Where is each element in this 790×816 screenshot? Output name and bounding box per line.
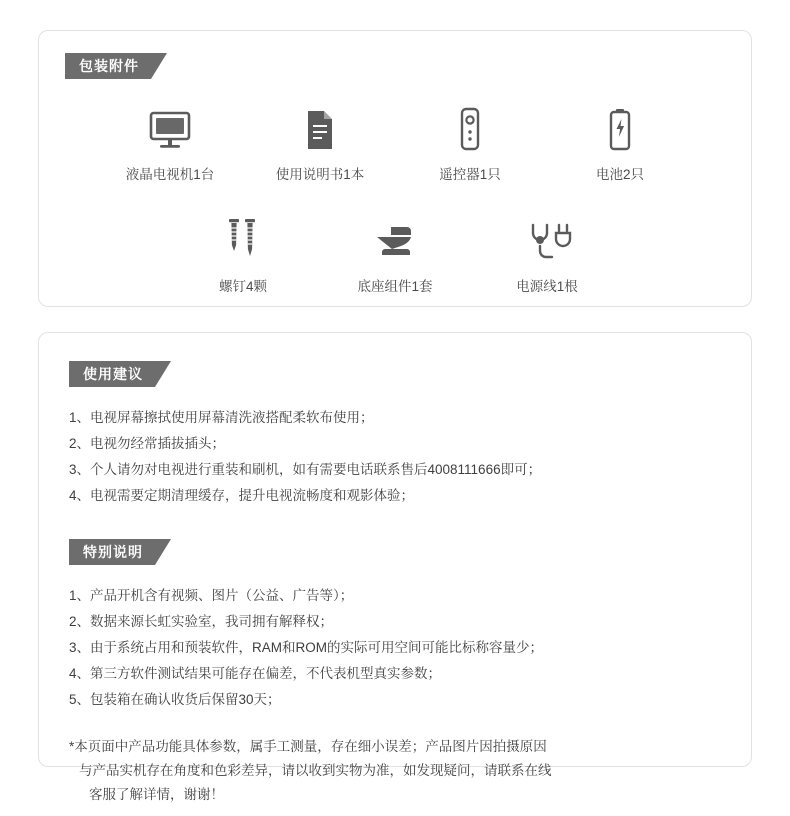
ribbon-tail-shape: [151, 53, 167, 79]
accessory-row: [65, 215, 725, 295]
section-title-usage-advice: 使用建议: [69, 361, 155, 387]
section-header-special-notice: [69, 539, 171, 565]
usage-notes-card: [38, 332, 752, 802]
list-item: 5、包装箱在确认收货后保留30天；: [69, 692, 281, 707]
tv-icon: [95, 103, 245, 151]
battery-icon: [545, 103, 695, 151]
list-item: 2、电视勿经常插拔插头；: [69, 436, 226, 451]
accessory-label: 使用说明书1本: [275, 167, 365, 182]
section-header-usage-advice: [69, 361, 171, 387]
footnote-line: 客服了解详情，谢谢！: [89, 787, 224, 802]
accessory-label: 电源线1根: [516, 279, 578, 294]
accessory-item-power-cable: [471, 215, 623, 295]
accessory-item-tv: [95, 103, 245, 183]
accessory-item-remote: [395, 103, 545, 183]
packaging-accessories-card: [38, 30, 752, 307]
accessory-item-screws: [167, 215, 319, 295]
list-item: 1、电视屏幕擦拭使用屏幕清洗液搭配柔软布使用；: [69, 410, 374, 425]
accessory-item-stand: [319, 215, 471, 295]
screws-icon: [167, 215, 319, 263]
accessory-item-battery: [545, 103, 695, 183]
accessory-grid: [65, 103, 725, 295]
section-title-accessories: 包装附件: [65, 53, 151, 79]
special-notice-list: [69, 583, 721, 713]
list-item: 3、由于系统占用和预装软件，RAM和ROM的实际可用空间可能比标称容量少；: [69, 640, 544, 655]
list-item: 2、数据来源长虹实验室，我司拥有解释权；: [69, 614, 334, 629]
section-title-special-notice: 特别说明: [69, 539, 155, 565]
accessory-label: 底座组件1套: [357, 279, 433, 294]
accessory-row: [65, 103, 725, 183]
accessory-label: 螺钉4颗: [218, 279, 267, 294]
ribbon-tail-shape: [155, 361, 171, 387]
section-header-accessories: [65, 53, 167, 79]
footnote-line: *本页面中产品功能具体参数，属手工测量，存在细小误差；产品图片因拍摄原因: [69, 739, 547, 754]
footnote-disclaimer: [69, 735, 721, 807]
accessory-label: 电池2只: [595, 167, 644, 182]
list-item: 3、个人请勿对电视进行重装和刷机，如有需要电话联系售后4008111666即可；: [69, 462, 542, 477]
stand-icon: [319, 215, 471, 263]
remote-icon: [395, 103, 545, 151]
list-item: 1、产品开机含有视频、图片（公益、广告等）；: [69, 588, 354, 603]
accessory-item-manual: [245, 103, 395, 183]
manual-icon: [245, 103, 395, 151]
list-item: 4、第三方软件测试结果可能存在偏差，不代表机型真实参数；: [69, 666, 442, 681]
accessory-label: 遥控器1只: [439, 167, 501, 182]
accessory-label: 液晶电视机1台: [125, 167, 215, 182]
usage-advice-list: [69, 405, 721, 509]
list-item: 4、电视需要定期清理缓存，提升电视流畅度和观影体验；: [69, 488, 415, 503]
power-cable-icon: [471, 215, 623, 263]
spacer: [69, 509, 721, 539]
footnote-line: 与产品实机存在角度和色彩差异，请以收到实物为准，如发现疑问，请联系在线: [79, 763, 552, 778]
ribbon-tail-shape: [155, 539, 171, 565]
